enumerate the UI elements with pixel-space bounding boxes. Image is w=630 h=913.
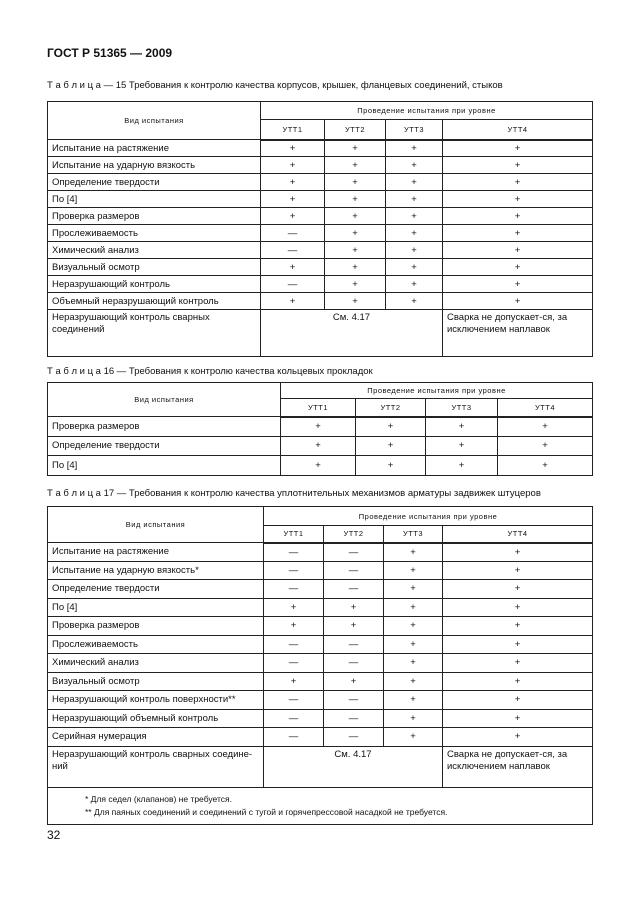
level-value-cell: + bbox=[325, 242, 386, 259]
table-row bbox=[48, 456, 593, 476]
level-value-cell: + bbox=[325, 140, 386, 157]
reference-cell: См. 4.17 bbox=[261, 310, 443, 357]
footnote: ** Для паяных соединений и соединений с тугой и горячепрессовой насадкой не требуется. bbox=[85, 806, 448, 817]
table-row bbox=[48, 276, 593, 293]
level-value-cell: + bbox=[281, 436, 356, 456]
level-value-cell: + bbox=[386, 208, 443, 225]
test-name-cell: Испытание на растяжение bbox=[48, 543, 264, 562]
level-value-cell: + bbox=[384, 709, 443, 728]
table-row bbox=[48, 436, 593, 456]
test-name-cell: Визуальный осмотр bbox=[48, 259, 261, 276]
level-value-cell: + bbox=[443, 242, 593, 259]
level-value-cell: + bbox=[386, 242, 443, 259]
level-value-cell: + bbox=[384, 580, 443, 599]
test-name-cell: Неразрушающий контроль сварных соединений bbox=[48, 310, 261, 357]
level-value-cell: — bbox=[324, 728, 384, 747]
test-name-cell: По [4] bbox=[48, 598, 264, 617]
level-value-cell: + bbox=[443, 580, 593, 599]
level-value-cell: + bbox=[498, 456, 593, 476]
level-value-cell: + bbox=[324, 617, 384, 636]
table-row bbox=[48, 654, 593, 673]
table-row bbox=[48, 191, 593, 208]
level-value-cell: + bbox=[443, 259, 593, 276]
table-15-caption: Т а б л и ц а — 15 Требования к контролю качества корпусов, крышек, фланцевых соединений, стыков bbox=[47, 80, 503, 91]
level-value-cell: + bbox=[325, 191, 386, 208]
table-row bbox=[48, 561, 593, 580]
footnotes-cell bbox=[48, 787, 593, 824]
table-row bbox=[48, 242, 593, 259]
level-value-cell: + bbox=[384, 617, 443, 636]
level-value-cell: + bbox=[443, 617, 593, 636]
level-value-cell: + bbox=[325, 259, 386, 276]
column-header-level: УТТ3 bbox=[386, 120, 443, 140]
test-name-cell: Проверка размеров bbox=[48, 208, 261, 225]
table-row bbox=[48, 598, 593, 617]
level-value-cell: + bbox=[261, 293, 325, 310]
level-value-cell: — bbox=[261, 242, 325, 259]
reference-cell: См. 4.17 bbox=[264, 746, 443, 787]
table-row bbox=[48, 580, 593, 599]
level-value-cell: + bbox=[324, 598, 384, 617]
level-value-cell: — bbox=[264, 561, 324, 580]
level-value-cell: + bbox=[325, 276, 386, 293]
table-row bbox=[48, 543, 593, 562]
level-value-cell: + bbox=[325, 225, 386, 242]
test-name-cell: Химический анализ bbox=[48, 242, 261, 259]
level-value-cell: + bbox=[281, 417, 356, 437]
level-value-cell: + bbox=[281, 456, 356, 476]
table-row bbox=[48, 225, 593, 242]
level-value-cell: + bbox=[498, 436, 593, 456]
test-name-cell: По [4] bbox=[48, 191, 261, 208]
column-header-group: Проведение испытания при уровне bbox=[264, 507, 593, 526]
level-value-cell: + bbox=[356, 456, 426, 476]
level-value-cell: + bbox=[325, 157, 386, 174]
level-value-cell: + bbox=[443, 691, 593, 710]
page-number: 32 bbox=[47, 828, 61, 842]
header-row bbox=[48, 507, 593, 526]
test-name-cell: Испытание на растяжение bbox=[48, 140, 261, 157]
column-header-test-type: Вид испытания bbox=[48, 383, 281, 417]
level-value-cell: + bbox=[264, 672, 324, 691]
level-value-cell: + bbox=[261, 140, 325, 157]
level-value-cell: — bbox=[264, 654, 324, 673]
test-name-cell: Определение твердости bbox=[48, 174, 261, 191]
column-header-level: УТТ4 bbox=[498, 399, 593, 417]
level-value-cell: + bbox=[384, 728, 443, 747]
test-name-cell: Определение твердости bbox=[48, 580, 264, 599]
level-value-cell: — bbox=[264, 709, 324, 728]
table-row bbox=[48, 617, 593, 636]
level-value-cell: — bbox=[324, 691, 384, 710]
level-value-cell: + bbox=[261, 174, 325, 191]
column-header-level: УТТ2 bbox=[356, 399, 426, 417]
level-value-cell: + bbox=[386, 140, 443, 157]
level-value-cell: + bbox=[384, 635, 443, 654]
table-row bbox=[48, 691, 593, 710]
table-row bbox=[48, 208, 593, 225]
level-value-cell: + bbox=[384, 691, 443, 710]
test-name-cell: Испытание на ударную вязкость* bbox=[48, 561, 264, 580]
level-value-cell: — bbox=[264, 728, 324, 747]
column-header-level: УТТ4 bbox=[443, 526, 593, 543]
table-row bbox=[48, 635, 593, 654]
level-value-cell: + bbox=[443, 191, 593, 208]
level-value-cell: + bbox=[325, 174, 386, 191]
level-value-cell: + bbox=[384, 672, 443, 691]
level-value-cell: — bbox=[261, 276, 325, 293]
level-value-cell: — bbox=[324, 635, 384, 654]
level-value-cell: + bbox=[443, 709, 593, 728]
note-cell: Сварка не допускает-ся, за исключением наплавок bbox=[443, 746, 593, 787]
table-row bbox=[48, 728, 593, 747]
level-value-cell: — bbox=[324, 654, 384, 673]
level-value-cell: + bbox=[386, 157, 443, 174]
table-row bbox=[48, 259, 593, 276]
level-value-cell: + bbox=[443, 654, 593, 673]
column-header-level: УТТ4 bbox=[443, 120, 593, 140]
level-value-cell: + bbox=[443, 561, 593, 580]
table-row bbox=[48, 157, 593, 174]
level-value-cell: + bbox=[386, 276, 443, 293]
column-header-level: УТТ1 bbox=[261, 120, 325, 140]
level-value-cell: + bbox=[443, 225, 593, 242]
table-row bbox=[48, 174, 593, 191]
test-name-cell: Визуальный осмотр bbox=[48, 672, 264, 691]
column-header-test-type: Вид испытания bbox=[48, 507, 264, 543]
weld-row bbox=[48, 746, 593, 787]
test-name-cell: Проверка размеров bbox=[48, 617, 264, 636]
level-value-cell: — bbox=[264, 580, 324, 599]
level-value-cell: + bbox=[386, 225, 443, 242]
level-value-cell: + bbox=[386, 293, 443, 310]
level-value-cell: + bbox=[261, 191, 325, 208]
level-value-cell: + bbox=[443, 140, 593, 157]
test-name-cell: Неразрушающий контроль поверхности** bbox=[48, 691, 264, 710]
table-17-caption: Т а б л и ц а 17 — Требования к контролю качества уплотнительных механизмов арматуры задвижек штуцеров bbox=[47, 488, 541, 499]
test-name-cell: По [4] bbox=[48, 456, 281, 476]
test-name-cell: Неразрушающий объемный контроль bbox=[48, 709, 264, 728]
level-value-cell: + bbox=[261, 208, 325, 225]
column-header-level: УТТ3 bbox=[384, 526, 443, 543]
level-value-cell: + bbox=[443, 728, 593, 747]
column-header-level: УТТ2 bbox=[324, 526, 384, 543]
level-value-cell: + bbox=[386, 191, 443, 208]
test-name-cell: Испытание на ударную вязкость bbox=[48, 157, 261, 174]
header-row bbox=[48, 102, 593, 120]
column-header-level: УТТ1 bbox=[281, 399, 356, 417]
table-16 bbox=[47, 382, 593, 476]
level-value-cell: + bbox=[443, 157, 593, 174]
level-value-cell: + bbox=[384, 561, 443, 580]
table-row bbox=[48, 417, 593, 437]
column-header-test-type: Вид испытания bbox=[48, 102, 261, 140]
table-17 bbox=[47, 506, 593, 825]
level-value-cell: + bbox=[325, 293, 386, 310]
table-16-caption: Т а б л и ц а 16 — Требования к контролю качества кольцевых прокладок bbox=[47, 366, 373, 377]
column-header-level: УТТ3 bbox=[426, 399, 498, 417]
level-value-cell: + bbox=[384, 543, 443, 562]
level-value-cell: + bbox=[356, 436, 426, 456]
level-value-cell: + bbox=[443, 635, 593, 654]
footnotes-row bbox=[48, 787, 593, 824]
level-value-cell: + bbox=[386, 259, 443, 276]
level-value-cell: + bbox=[443, 543, 593, 562]
level-value-cell: + bbox=[443, 598, 593, 617]
test-name-cell: Определение твердости bbox=[48, 436, 281, 456]
level-value-cell: — bbox=[264, 691, 324, 710]
level-value-cell: — bbox=[261, 225, 325, 242]
level-value-cell: — bbox=[324, 561, 384, 580]
test-name-cell: Прослеживаемость bbox=[48, 635, 264, 654]
level-value-cell: + bbox=[324, 672, 384, 691]
table-row bbox=[48, 293, 593, 310]
level-value-cell: + bbox=[426, 456, 498, 476]
level-value-cell: + bbox=[426, 417, 498, 437]
test-name-cell: Проверка размеров bbox=[48, 417, 281, 437]
column-header-group: Проведение испытания при уровне bbox=[281, 383, 593, 399]
test-name-cell: Неразрушающий контроль сварных соедине-ний bbox=[48, 746, 264, 787]
table-row bbox=[48, 672, 593, 691]
column-header-level: УТТ1 bbox=[264, 526, 324, 543]
header-row bbox=[48, 383, 593, 399]
document-header: ГОСТ Р 51365 — 2009 bbox=[47, 46, 173, 60]
level-value-cell: + bbox=[443, 293, 593, 310]
level-value-cell: + bbox=[356, 417, 426, 437]
level-value-cell: + bbox=[443, 276, 593, 293]
level-value-cell: + bbox=[261, 259, 325, 276]
test-name-cell: Прослеживаемость bbox=[48, 225, 261, 242]
test-name-cell: Химический анализ bbox=[48, 654, 264, 673]
level-value-cell: + bbox=[426, 436, 498, 456]
column-header-level: УТТ2 bbox=[325, 120, 386, 140]
level-value-cell: — bbox=[324, 543, 384, 562]
level-value-cell: — bbox=[264, 543, 324, 562]
level-value-cell: + bbox=[325, 208, 386, 225]
footnote: * Для седел (клапанов) не требуется. bbox=[85, 793, 232, 804]
test-name-cell: Серийная нумерация bbox=[48, 728, 264, 747]
level-value-cell: + bbox=[386, 174, 443, 191]
test-name-cell: Объемный неразрушающий контроль bbox=[48, 293, 261, 310]
level-value-cell: + bbox=[443, 672, 593, 691]
note-cell: Сварка не допускает-ся, за исключением наплавок bbox=[443, 310, 593, 357]
level-value-cell: — bbox=[264, 635, 324, 654]
column-header-group: Проведение испытания при уровне bbox=[261, 102, 593, 120]
level-value-cell: + bbox=[498, 417, 593, 437]
level-value-cell: + bbox=[261, 157, 325, 174]
test-name-cell: Неразрушающий контроль bbox=[48, 276, 261, 293]
level-value-cell: + bbox=[264, 617, 324, 636]
level-value-cell: + bbox=[443, 174, 593, 191]
table-row bbox=[48, 140, 593, 157]
level-value-cell: + bbox=[384, 654, 443, 673]
level-value-cell: + bbox=[384, 598, 443, 617]
level-value-cell: — bbox=[324, 709, 384, 728]
table-15 bbox=[47, 101, 593, 357]
level-value-cell: + bbox=[264, 598, 324, 617]
level-value-cell: + bbox=[443, 208, 593, 225]
table-row bbox=[48, 709, 593, 728]
weld-row bbox=[48, 310, 593, 357]
level-value-cell: — bbox=[324, 580, 384, 599]
